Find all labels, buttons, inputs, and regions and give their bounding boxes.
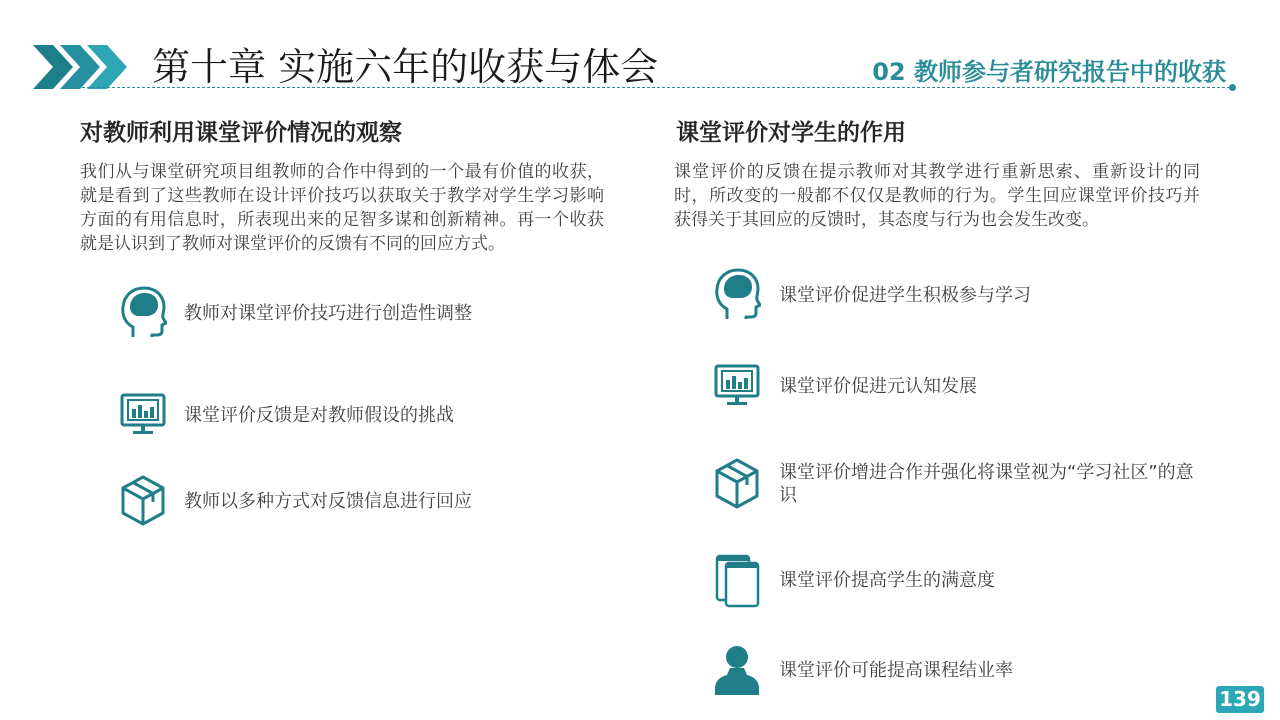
head-icon	[712, 267, 762, 323]
head-icon	[118, 285, 168, 341]
left-item-1-label: 教师对课堂评价技巧进行创造性调整	[184, 302, 472, 324]
left-heading: 对教师利用课堂评价情况的观察	[80, 120, 402, 146]
section-title: 02 教师参与者研究报告中的收获	[872, 58, 1226, 86]
page-number-badge: 139	[1216, 686, 1264, 713]
left-item-2	[118, 387, 454, 443]
box-icon	[712, 456, 762, 512]
right-item-1-label: 课堂评价促进学生积极参与学习	[779, 284, 1031, 306]
chapter-title: 第十章 实施六年的收获与体会	[152, 45, 659, 89]
monitor-chart-icon	[118, 387, 168, 443]
right-heading: 课堂评价对学生的作用	[676, 120, 906, 146]
left-item-1	[118, 285, 472, 341]
box-icon	[118, 473, 168, 529]
chevron-arrows-icon	[33, 45, 128, 89]
right-item-5	[712, 642, 1013, 698]
left-item-2-label: 课堂评价反馈是对教师假设的挑战	[184, 404, 454, 426]
books-icon	[712, 552, 762, 608]
right-item-2-label: 课堂评价促进元认知发展	[779, 375, 977, 397]
right-item-3	[712, 456, 1209, 512]
right-item-5-label: 课堂评价可能提高课程结业率	[779, 659, 1013, 681]
header-divider	[82, 87, 1230, 88]
divider-end-dot	[1229, 84, 1236, 91]
right-paragraph: 课堂评价的反馈在提示教师对其教学进行重新思索、重新设计的同时，所改变的一般都不仅仅是教师的行为。学生回应课堂评价技巧并获得关于其回应的反馈时，其态度与行为也会发生改变。	[674, 162, 1200, 230]
left-paragraph: 我们从与课堂研究项目组教师的合作中得到的一个最有价值的收获，就是看到了这些教师在设计评价技巧以获取关于教学对学生学习影响方面的有用信息时，所表现出来的足智多谋和创新精神。再一个收获就是认识到了教师对课堂评价的反馈有不同的回应方式。	[80, 162, 604, 254]
right-item-2	[712, 358, 977, 414]
right-item-1	[712, 267, 1031, 323]
person-icon	[712, 642, 762, 698]
right-item-4-label: 课堂评价提高学生的满意度	[779, 569, 995, 591]
right-item-3-label: 课堂评价增进合作并强化将课堂视为“学习社区”的意识	[779, 462, 1194, 506]
monitor-chart-icon	[712, 358, 762, 414]
left-item-3-label: 教师以多种方式对反馈信息进行回应	[184, 490, 472, 512]
left-item-3	[118, 473, 472, 529]
right-item-4	[712, 552, 995, 608]
